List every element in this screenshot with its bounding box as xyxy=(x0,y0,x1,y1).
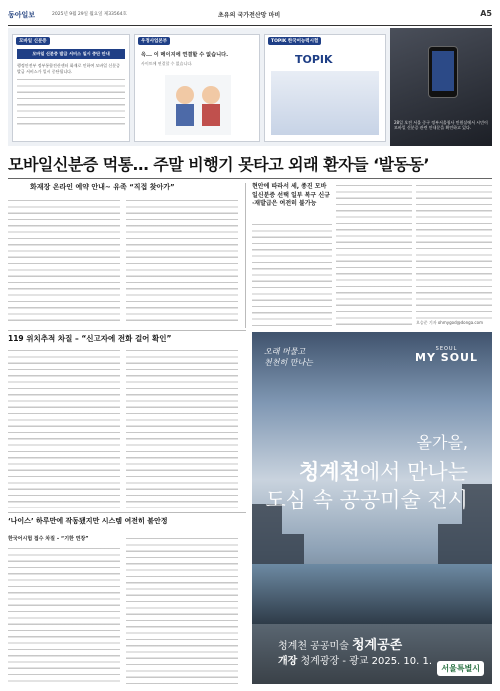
screenshot-topik xyxy=(264,34,386,142)
panel-badge: TOPIK 한국어능력시험 xyxy=(268,37,321,45)
newspaper-logo: 동아일보 xyxy=(8,10,36,19)
ad-event-name: 청계천 공공미술 청계공존 xyxy=(278,638,403,653)
story2-kicker: 현안에 따라서 세, 종진 모바일신분증 선택 일부 복구 신규·재발급은 여전히 불가능 xyxy=(252,183,330,207)
seoul-city-logo: 서울특별시 xyxy=(437,661,484,676)
story4-col1 xyxy=(8,546,120,684)
headline-rule xyxy=(8,178,492,179)
story2-col1 xyxy=(252,222,332,326)
notice-title: 모바일 신분증 발급 서비스 일시 중단 안내 xyxy=(17,49,125,59)
phone-photo xyxy=(390,28,492,146)
main-headline: 모바일신분증 먹통… 주말 비행기 못타고 외래 환자들 ‘발동동’ xyxy=(8,155,430,174)
error-message: 윽... 이 메이지에 연결할 수 없습니다. xyxy=(141,52,229,58)
panel-badge: 우정사업본부 xyxy=(138,37,170,45)
story1-col1 xyxy=(8,198,120,326)
ad-line1: 올가을, xyxy=(416,433,468,452)
ad-line3: 도심 속 공공미술 전시 xyxy=(265,488,468,512)
story3-col1 xyxy=(8,348,120,508)
story3-headline: 119 위치추적 차질 – “신고자에 전화 걸어 확인” xyxy=(8,334,172,343)
smartphone-icon xyxy=(428,46,458,98)
cartoon-illustration xyxy=(165,75,231,135)
error-body: 사이트에 연결할 수 없습니다. xyxy=(141,61,193,66)
seoul-advertisement xyxy=(252,332,492,684)
story3-col2 xyxy=(126,348,238,508)
story4-col2 xyxy=(126,536,238,684)
stream-cityscape xyxy=(252,564,492,624)
screenshot-post-office xyxy=(134,34,260,142)
ad-handwriting: 오래 머물고 천천히 만나는 xyxy=(264,347,313,367)
story4-subhead: 한국어시험 접수 차질 – “기한 연장” xyxy=(8,536,89,542)
story2-col2 xyxy=(336,183,412,326)
story1-col2 xyxy=(126,198,238,326)
seoul-my-soul-logo: SEOUL MY SOUL xyxy=(415,346,478,364)
ad-line2: 청계천에서 만나는 xyxy=(299,460,468,484)
notice-body: 행정안전부 정부통합전산센터 화재로 인하여 모바일 신분증 발급 서비스가 일시 중단됩니다. xyxy=(17,63,125,133)
issue-date: 2025년 9월 29일 월요일 제33564호 xyxy=(52,12,127,17)
photo-caption: 28일 오전 서울 중구 정부서울청사 민원실에서 시민이 모바일 신분증 관련 안내문을 확인하고 있다. xyxy=(394,120,488,130)
topik-logo: TOPIK xyxy=(295,53,333,66)
story1-kicker: 화재장 온라인 예약 안내~ 유족 “직접 찾아가” xyxy=(30,183,175,191)
reporter-byline: 오승준 기자 ohmygod@donga.com xyxy=(416,320,483,325)
topik-banner xyxy=(271,71,379,135)
story4-headline: ‘나이스’ 하루만에 작동됐지만 시스템 여전히 불안정 xyxy=(8,517,168,525)
story2-col3 xyxy=(416,183,492,319)
page-number: A5 xyxy=(480,9,492,18)
panel-badge: 모바일 신분증 xyxy=(16,37,50,45)
photo-strip xyxy=(8,28,492,146)
masthead-rule xyxy=(8,25,492,26)
screenshot-mobile-id xyxy=(12,34,130,142)
section-title: 초유의 국가전산망 마비 xyxy=(218,12,281,19)
ad-event-info: 개장 청계광장 - 광교 2025. 10. 1. xyxy=(278,656,433,667)
masthead xyxy=(8,10,492,24)
